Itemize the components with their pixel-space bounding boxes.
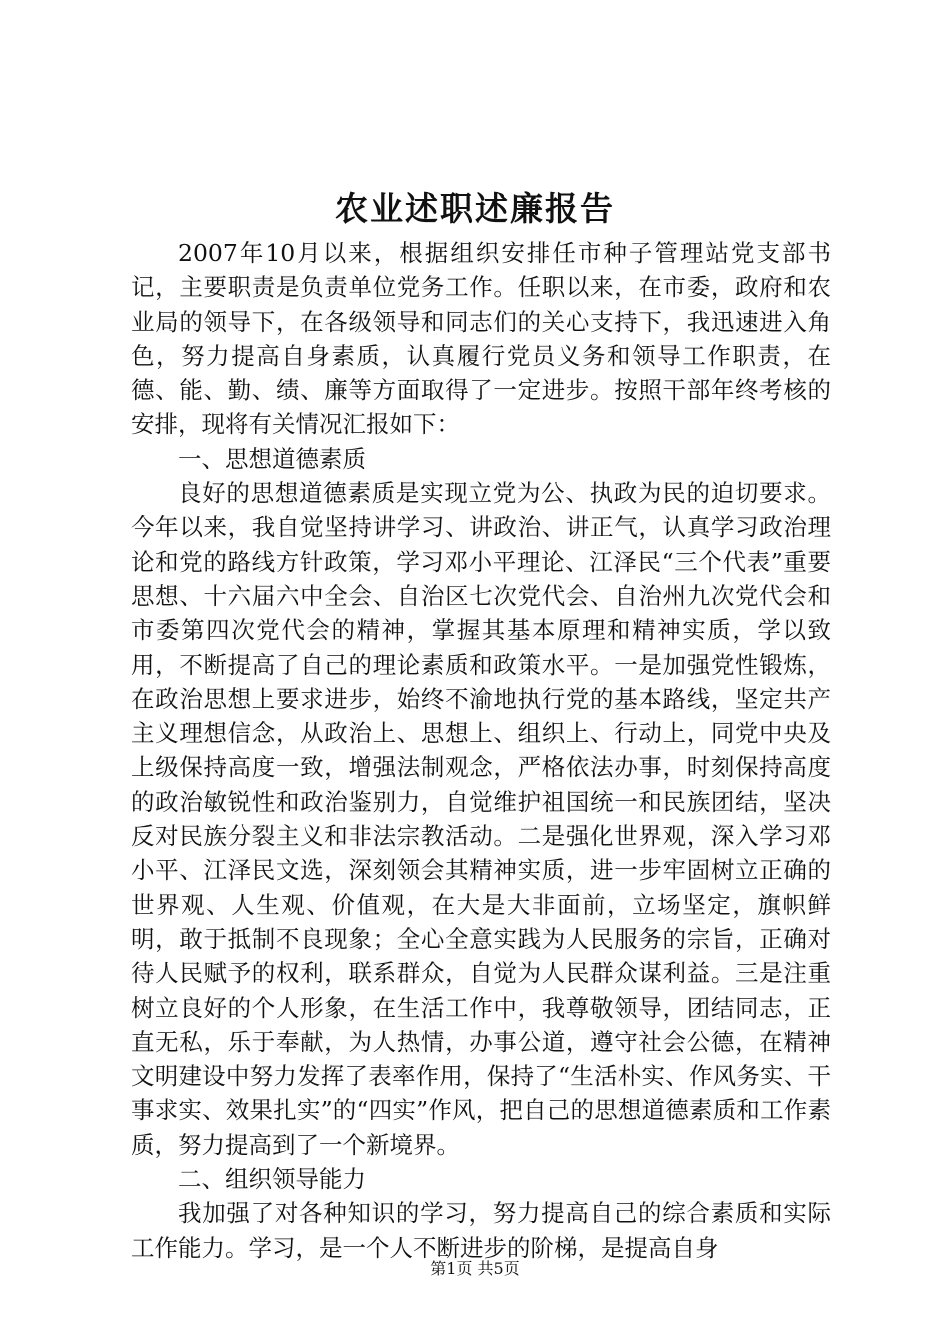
document-title: 农业述职述廉报告: [335, 189, 615, 228]
paragraph-section-1: 良好的思想道德素质是实现立党为公、执政为民的迫切要求。今年以来，我自觉坚持讲学习、讲政治、讲正气，认真学习政治理论和党的路线方针政策，学习邓小平理论、江泽民“三个代表”重要思想、十六届六中全会、自治区七次党代会、自治州九次党代会和市委第四次党代会的精神，掌握其基本原理和精神实质，学以致用，不断提高了自己的理论素质和政策水平。一是加强党性锻炼，在政治思想上要求进步，始终不渝地执行党的基本路线，坚定共产主义理想信念，从政治上、思想上、组织上、行动上，同党中央及上级保持高度一致，增强法制观念，严格依法办事，时刻保持高度的政治敏锐性和政治鉴别力，自觉维护祖国统一和民族团结，坚决反对民族分裂主义和非法宗教活动。二是强化世界观，深入学习邓小平、江泽民文选，深刻领会其精神实质，进一步牢固树立正确的世界观、人生观、价值观，在大是大非面前，立场坚定，旗帜鲜明，敢于抵制不良现象；全心全意实践为人民服务的宗旨，正确对待人民赋予的权利，联系群众，自觉为人民群众谋利益。三是注重树立良好的个人形象，在生活工作中，我尊敬领导，团结同志，正直无私，乐于奉献，为人热情，办事公道，遵守社会公德，在精神文明建设中努力发挥了表率作用，保持了“生活朴实、作风务实、干事求实、效果扎实”的“四实”作风，把自己的思想道德素质和工作素质，努力提高到了一个新境界。: [131, 479, 831, 1159]
section-heading-1: 一、思想道德素质: [178, 444, 366, 473]
paragraph-intro: 2007年10月以来，根据组织安排任市种子管理站党支部书记，主要职责是负责单位党务工作。任职以来，在市委，政府和农业局的领导下，在各级领导和同志们的关心支持下，我迅速进入角色，努力提高自身素质，认真履行党员义务和领导工作职责，在德、能、勤、绩、廉等方面取得了一定进步。按照干部年终考核的安排，现将有关情况汇报如下：: [131, 239, 831, 439]
page-footer: 第1页 共5页: [430, 1259, 520, 1278]
paragraph-section-2: 我加强了对各种知识的学习，努力提高自己的综合素质和实际工作能力。学习，是一个人不断进步的阶梯，是提高自身: [131, 1199, 831, 1262]
document-body: [131, 236, 831, 1265]
section-heading-2: 二、组织领导能力: [178, 1165, 366, 1194]
